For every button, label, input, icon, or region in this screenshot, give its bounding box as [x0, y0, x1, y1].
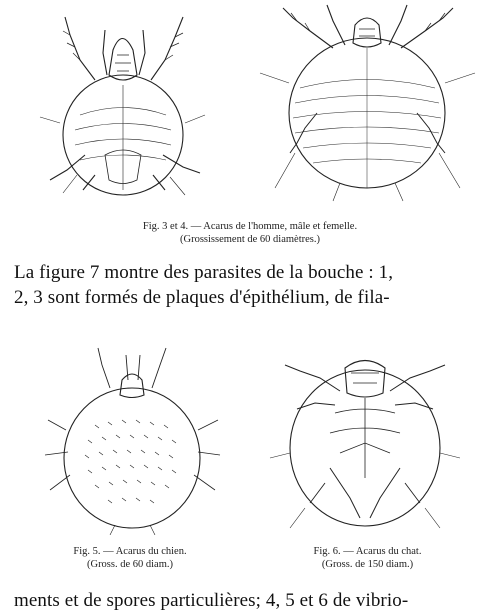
figure-5-caption: [20, 545, 240, 571]
figure-6-cat-mite: [265, 343, 465, 538]
figure-5-dog-mite: [40, 340, 225, 535]
figure-3-male-mite: [25, 5, 220, 200]
paragraph-line-1: La figure 7 montre des parasites de la bouche : 1,: [14, 262, 394, 283]
figures-3-4-caption-line1: Fig. 3 et 4. — Acarus de l'homme, mâle et femelle.: [142, 221, 358, 232]
paragraph-line-2: 2, 3 sont formés de plaques d'épithélium, de fila-: [14, 287, 390, 308]
figure-6-caption: [255, 545, 480, 571]
paragraph-line-3: ments et de spores particulières; 4, 5 et 6 de vibrio-: [14, 590, 409, 611]
figure-5-caption-line1: Fig. 5. — Acarus du chien.: [73, 546, 187, 557]
figure-6-caption-line2: (Gross. de 150 diam.): [321, 559, 414, 570]
figures-3-4-caption-line2: (Grossissement de 60 diamètres.): [180, 234, 320, 245]
figure-4-female-mite: [255, 3, 480, 203]
figures-3-4-caption: [60, 220, 440, 246]
figure-6-caption-line1: Fig. 6. — Acarus du chat.: [313, 546, 422, 557]
figure-5-caption-line2: (Gross. de 60 diam.): [86, 559, 174, 570]
